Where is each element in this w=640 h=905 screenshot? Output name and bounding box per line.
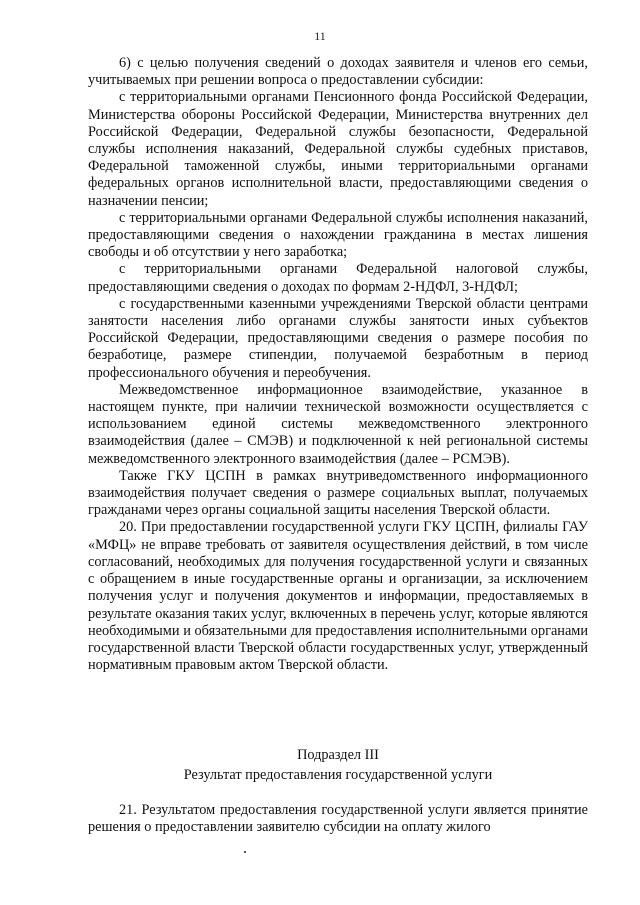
paragraph-employment-centers: с государственными казенными учреждениями Тверской области центрами занятости населения либо органами службы занятости иных субъектов Российской Федерации, предоставляющими сведения о размере пособия по безработице, размере стипендии, получаемой безработным в период профессионального обучения и переобучения. [88, 295, 588, 381]
paragraph-tax-service: с территориальными органами Федеральной налоговой службы, предоставляющими сведения о доходах по формам 2-НДФЛ, 3-НДФЛ; [88, 261, 588, 295]
paragraph-intra-agency: Также ГКУ ЦСПН в рамках внутриведомственного информационного взаимодействия получает сведения о размере социальных выплат, получаемых гражданами через органы социальной защиты населения Тверской области. [88, 467, 588, 519]
main-text [88, 55, 588, 674]
page-number: 11 [314, 29, 326, 43]
paragraph-penal-service: с территориальными органами Федеральной службы исполнения наказаний, предоставляющими сведения о нахождении гражданина в местах лишения свободы и об отсутствии у него заработка; [88, 209, 588, 261]
paragraph-interagency-interaction: Межведомственное информационное взаимодействие, указанное в настоящем пункте, при наличии технической возможности осуществляется с использованием единой системы межведомственного электронного взаимодействия (далее – СМЭВ) и подключенной к ней региональной системы межведомственного электронного взаимодействия (далее – РСМЭВ). [88, 381, 588, 467]
scan-speck [244, 851, 246, 853]
paragraph-item-6: 6) с целью получения сведений о доходах заявителя и членов его семьи, учитываемых при решении вопроса о предоставлении субсидии: [88, 55, 588, 89]
paragraph-clause-21: 21. Результатом предоставления государственной услуги является принятие решения о предоставлении заявителю субсидии на оплату жилого [88, 802, 588, 836]
paragraph-clause-20: 20. При предоставлении государственной услуги ГКУ ЦСПН, филиалы ГАУ «МФЦ» не вправе требовать от заявителя осуществления действий, в том числе согласований, необходимых для получения государственной услуги и связанных с обращением в иные государственные органы и организации, за исключением получения услуг и получения документов и информации, предоставляемых в результате оказания таких услуг, включенных в перечень услуг, которые являются необходимыми и обязательными для предоставления исполнительными органами государственной власти Тверской области государственных услуг, утвержденный нормативным правовым актом Тверской области. [88, 519, 588, 674]
subsection-title: Подраздел III [297, 747, 379, 763]
subsection-name: Результат предоставления государственной услуги [183, 767, 493, 783]
main-text-continued [88, 802, 588, 836]
paragraph-pension-bodies: с территориальными органами Пенсионного фонда Российской Федерации, Министерства обороны Российской Федерации, Министерства внутренних дел Российской Федерации, Федеральной службы безопасности, Федеральной службы исполнения наказаний, Федеральной службы судебных приставов, Федеральной таможенной службы, иными территориальными органами федеральных органов исполнительной власти, предоставляющими сведения о назначении пенсии; [88, 89, 588, 209]
